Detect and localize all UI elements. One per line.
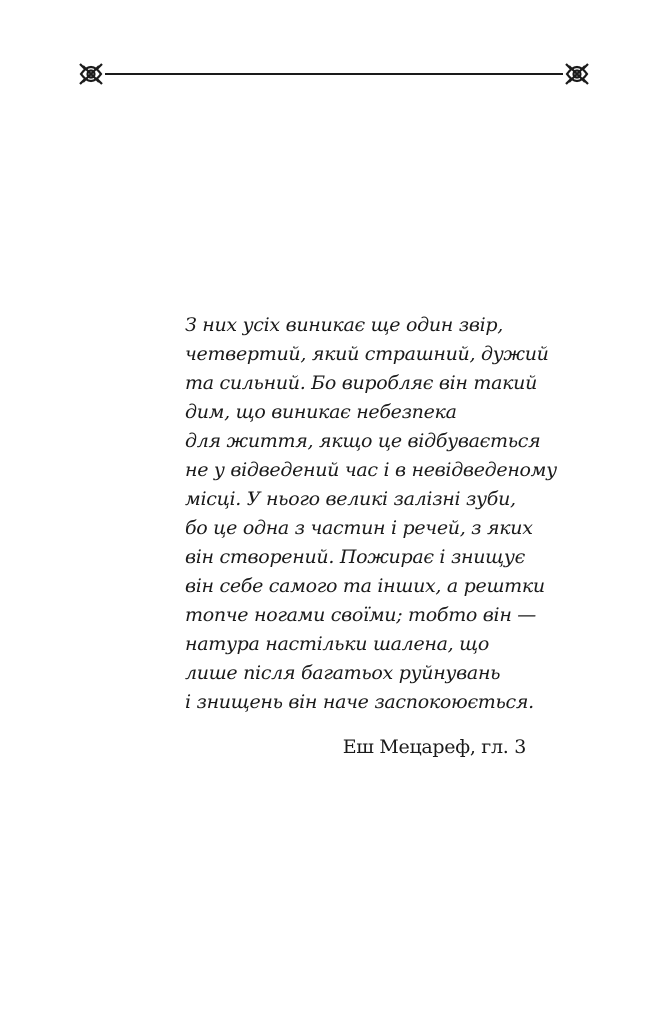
- epigraph-line: четвертий, який страшний, дужий: [185, 343, 549, 365]
- right-knot-ornament-icon: [566, 64, 588, 84]
- epigraph-line: і знищень він наче заспокоюється.: [185, 691, 534, 713]
- left-knot-ornament-icon: [80, 64, 102, 84]
- epigraph-line: та сильний. Бо виробляє він такий: [185, 372, 538, 394]
- epigraph-line: для життя, якщо це відбувається: [185, 430, 541, 452]
- epigraph-line: бо це одна з частин і речей, з яких: [185, 517, 533, 539]
- header-rule: [78, 58, 590, 90]
- epigraph-line: місці. У нього великі залізні зуби,: [185, 488, 516, 510]
- epigraph-line: топче ногами своїми; тобто він —: [185, 604, 536, 626]
- header-ornament-rule: [78, 58, 590, 90]
- epigraph-line: він себе самого та інших, а рештки: [185, 575, 545, 597]
- epigraph-line: лише після багатьох руйнувань: [185, 662, 501, 684]
- epigraph-line: натура настільки шалена, що: [185, 633, 489, 655]
- epigraph-text: [185, 311, 557, 717]
- epigraph-attribution: Еш Мецареф, гл. 3: [342, 736, 526, 758]
- epigraph-line: не у відведений час і в невідведеному: [185, 459, 557, 481]
- epigraph-line: З них усіх виникає ще один звір,: [185, 314, 503, 336]
- epigraph-line: дим, що виникає небезпека: [185, 401, 457, 423]
- epigraph-line: він створений. Пожирає і знищує: [185, 546, 525, 568]
